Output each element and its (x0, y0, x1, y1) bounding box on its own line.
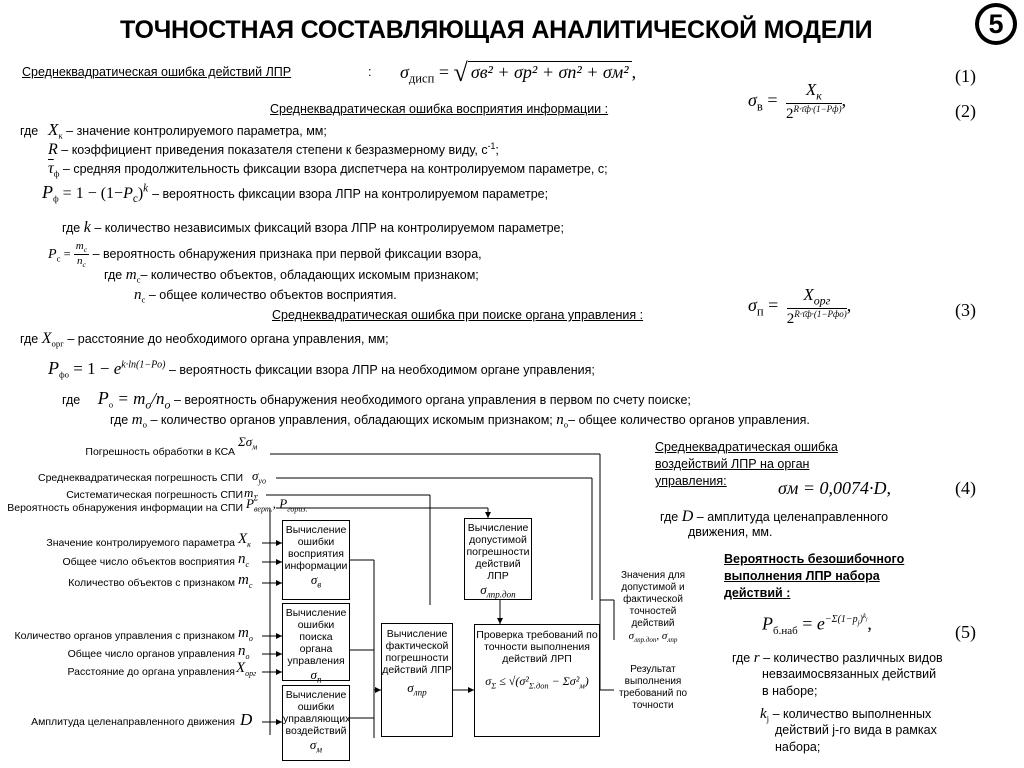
eq-number-5: (5) (955, 622, 976, 642)
input-sym-amplitude: D (240, 710, 253, 729)
formula-p-bnab: $P_{б.наб} = e^{-\Sigma(1-p_j)^{k_j}}$, (762, 612, 872, 637)
output-accuracy-values: Значения для допустимой и фактической точностей действий $\sigma_{лпр.доп}$, $\sigma_{лпр}$ (620, 570, 686, 645)
sec2-line3: $\overline{\tau}_ф$ – средняя продолжительность фиксации взора диспетчера на контролируемом параметре, с; (48, 160, 608, 179)
sec5-k-l3: набора; (775, 740, 821, 754)
sec5-r-l2: невзаимосвязанных действий (762, 667, 937, 681)
formula-sigma-m: σм = 0,0074·D, (778, 478, 892, 498)
output-check-result: Результат выполнения требований по точности (618, 664, 688, 711)
input-sym-spi-sys: $m_\Sigma$ (244, 485, 259, 503)
sec3-line3: где $P_o = m_o/n_o$ – вероятность обнаружения необходимого органа управления в первом по счету поиске; (62, 388, 691, 412)
box-control-error: Вычисление ошибки управляющих воздействий $\sigma_м$ (282, 685, 350, 761)
sec1-heading: Среднеквадратическая ошибка действий ЛПР (22, 65, 292, 79)
input-sym-controls-feature: $m_o$ (238, 625, 253, 643)
input-label-spi-prob: Вероятность обнаружения информации на СПИ (7, 502, 243, 514)
input-label-ksa: Погрешность обработки в КСА (85, 446, 235, 458)
sec5-heading-l2: выполнения ЛПР набора (724, 569, 880, 583)
sec3-heading: Среднеквадратическая ошибка при поиске органа управления : (272, 308, 644, 322)
box-accuracy-check: Проверка требований по точности выполнения действий ЛРП $\sigma_\Sigma \le √(\sigma^2_{\Sigma.доп} - \Sigma\sigma^2_м)$ (474, 624, 600, 737)
input-sym-objects-feature: $m_c$ (238, 572, 253, 590)
formula-sigma-p: $\sigma_п$ = $\frac{X_{орг}}{2^{R\cdot\taūф\cdot(1-Pфо)}}$ , (748, 285, 852, 328)
sec2-line7: где $m_c-$ количество объектов, обладающих искомым признаком; (104, 267, 479, 285)
eq-number-1: (1) (955, 66, 976, 86)
sec1-colon: : (368, 65, 372, 79)
box-perception-error: Вычисление ошибки восприятия информации $\sigma_в$ (282, 520, 350, 600)
sec4-desc-l1: где D – амплитуда целенаправленного (660, 508, 889, 525)
input-sym-objects: $n_c$ (238, 551, 250, 569)
slide-number: 5 (979, 7, 1013, 41)
formula-sigma-disp: $\sigma_{дисп}$ = √ σв² + σр² + σп² + σм² , (400, 58, 637, 87)
sec4-desc-l2: движения, мм. (688, 525, 773, 539)
box-search-error: Вычисление ошибки поиска органа управления $\sigma_п$ (282, 603, 350, 681)
sec5-k-l2: действий j-го вида в рамках (775, 723, 937, 737)
eq-number-3: (3) (955, 300, 976, 320)
sec5-k-l1: $k_j$ – количество выполненных (760, 706, 932, 724)
formula-sigma-v: $\sigma_в$ = $\frac{X_к}{2^{R\cdot\taūф\cdot(1-Pф)}}$ , (748, 80, 847, 123)
sec3-line2: $P_{фо} = 1 - e^{k\cdot ln(1-Po)}$ – вероятность фиксации взора ЛПР на необходимом органе управления; (48, 358, 595, 380)
sec5-heading-l1: Вероятность безошибочного (724, 552, 905, 566)
input-sym-spi-prob: $P_{верт.}$, $P_{гориз.}$ (246, 496, 308, 514)
input-label-spi-sys: Систематическая погрешность СПИ (66, 489, 243, 501)
input-sym-spi-rms: $\sigma_{уо}$ (252, 468, 266, 486)
sec2-line4: $P_ф = 1 - (1-P_c)^k$ – вероятность фиксации взора ЛПР на контролируемом параметре; (42, 182, 549, 206)
input-label-spi-rms: Среднеквадратическая погрешность СПИ (38, 472, 243, 484)
sec4-heading-l1: Среднеквадратическая ошибка (655, 440, 838, 454)
sec5-heading-l3: действий : (724, 586, 791, 600)
sec2-line8: $n_c$ – общее количество объектов восприятия. (134, 287, 397, 305)
sec2-line6: $P_c$ = $\frac{m_c}{n_c}$ – вероятность обнаружения признака при первой фиксации взора, (48, 240, 482, 270)
input-label-amplitude: Амплитуда целенаправленного движения (31, 716, 235, 728)
input-sym-param: $X_к$ (238, 531, 251, 549)
eq-number-4: (4) (955, 478, 976, 498)
input-label-param: Значение контролируемого параметра (46, 537, 235, 549)
input-label-distance: Расстояние до органа управления (67, 666, 235, 678)
sec4-heading-l3: управления: (655, 474, 727, 488)
eq-number-2: (2) (955, 101, 976, 121)
input-sym-controls-total: $n_o$ (238, 643, 250, 661)
input-sym-ksa: $\Sigma\sigma_м$ (238, 434, 258, 452)
box-allowed-error: Вычисление допустимой погрешности действий ЛПР $\sigma_{лпр.доп}$ (464, 518, 532, 600)
input-label-objects: Общее число объектов восприятия (62, 556, 235, 568)
sec3-line4: где $m_o$ – количество органов управления, обладающих искомым признаком; $n_o-$ общее количество органов управления. (110, 412, 810, 430)
page-title: ТОЧНОСТНАЯ СОСТАВЛЯЮЩАЯ АНАЛИТИЧЕСКОЙ МОДЕЛИ (120, 16, 873, 44)
sec3-line1: где $X_{орг}$ – расстояние до необходимого органа управления, мм; (20, 330, 389, 349)
input-label-objects-feature: Количество объектов с признаком (68, 577, 235, 589)
sec5-r-l1: где r – количество различных видов (732, 650, 943, 666)
sec5-r-l3: в наборе; (762, 684, 818, 698)
sec2-line5: где k – количество независимых фиксаций взора ЛПР на контролируемом параметре; (62, 219, 564, 236)
sec2-where: где (20, 124, 39, 138)
sec2-heading: Среднеквадратическая ошибка восприятия информации : (270, 102, 609, 116)
input-sym-distance: $X_{орг}$ (236, 660, 257, 678)
input-label-controls-feature: Количество органов управления с признаком (14, 630, 235, 642)
sec2-line1: $X_к$ – значение контролируемого параметра, мм; (48, 120, 327, 141)
box-actual-error: Вычисление фактической погрешности действий ЛПР $\sigma_{лпр}$ (381, 623, 453, 737)
input-label-controls-total: Общее число органов управления (67, 648, 235, 660)
sec4-heading-l2: воздействий ЛПР на орган (655, 457, 810, 471)
sec2-line2: R – коэффициент приведения показателя степени к безразмерному виду, $с^{-1}$; (48, 141, 499, 159)
